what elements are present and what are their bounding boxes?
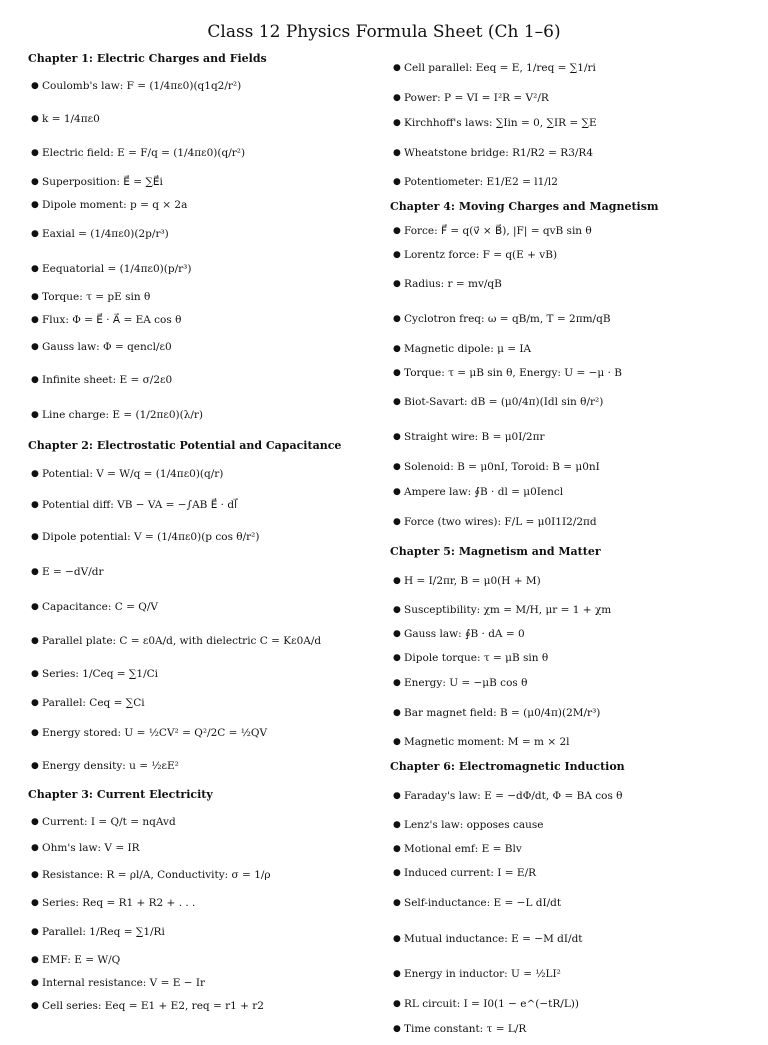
formula-item: ● Cyclotron freq: ω = qB/m, T = 2πm/qB: [393, 312, 611, 325]
formula-item: ● Magnetic moment: M = m × 2l: [393, 735, 570, 748]
formula-item: ● Energy density: u = ½εE²: [31, 759, 179, 772]
formula-item: ● Dipole moment: p = q × 2a: [31, 198, 188, 211]
formula-item: ● Series: 1/Ceq = ∑1/Ci: [31, 667, 159, 680]
formula-item: ● Potential: V = W/q = (1/4πε0)(q/r): [31, 467, 224, 480]
page-title: Class 12 Physics Formula Sheet (Ch 1–6): [207, 22, 561, 42]
formula-item: ● Parallel: 1/Req = ∑1/Ri: [31, 925, 165, 938]
formula-item: ● Biot-Savart: dB = (μ0/4π)(Idl sin θ/r²): [393, 395, 604, 408]
left-column: [28, 50, 380, 1021]
formula-item: ● Internal resistance: V = E − Ir: [31, 976, 206, 989]
formula-list: [28, 807, 380, 1017]
formula-item: ● Lenz's law: opposes cause: [393, 818, 544, 831]
formula-item: ● Bar magnet field: B = (μ0/4π)(2M/r³): [393, 706, 601, 719]
formula-item: ● Line charge: E = (1/2πε0)(λ/r): [31, 408, 204, 421]
formula-item: ● Parallel: Ceq = ∑Ci: [31, 696, 145, 709]
chapter-heading: Chapter 3: Current Electricity: [28, 788, 213, 801]
formula-item: ● Force (two wires): F/L = μ0I1I2/2πd: [393, 515, 597, 528]
formula-item: ● Energy: U = −μB cos θ: [393, 676, 528, 689]
formula-item: ● Eaxial = (1/4πε0)(2p/r³): [31, 227, 169, 240]
formula-item: ● Kirchhoff's laws: ∑Iin = 0, ∑IR = ∑E: [393, 116, 597, 129]
formula-item: ● Torque: τ = pE sin θ: [31, 291, 151, 303]
formula-item: ● Faraday's law: E = −dΦ/dt, Φ = BA cos θ: [393, 789, 623, 802]
formula-item: ● Electric field: E = F/q = (1/4πε0)(q/r²): [31, 146, 246, 159]
formula-item: ● Capacitance: C = Q/V: [31, 600, 158, 613]
formula-list: [390, 779, 750, 1041]
formula-item: ● Radius: r = mv/qB: [393, 277, 502, 290]
right-column: [390, 50, 750, 1045]
formula-item: ● Time constant: τ = L/R: [393, 1022, 527, 1035]
formula-item: ● Cell series: Eeq = E1 + E2, req = r1 + r2: [31, 999, 264, 1012]
formula-item: ● Coulomb's law: F = (1/4πε0)(q1q2/r²): [31, 80, 242, 92]
formula-list: [28, 458, 380, 782]
formula-item: ● Self-inductance: E = −L dI/dt: [393, 896, 562, 909]
formula-item: ● Infinite sheet: E = σ/2ε0: [31, 373, 173, 386]
formula-list: [390, 50, 750, 194]
chapter-heading: Chapter 1: Electric Charges and Fields: [28, 52, 267, 65]
formula-item: ● Energy stored: U = ½CV² = Q²/2C = ½QV: [31, 726, 268, 739]
formula-item: ● Flux: Φ = E⃗ · A⃗ = EA cos θ: [31, 314, 182, 326]
formula-item: ● Dipole potential: V = (1/4πε0)(p cos θ/r²): [31, 530, 260, 543]
chapter-heading: Chapter 5: Magnetism and Matter: [390, 545, 601, 558]
chapter-heading: Chapter 2: Electrostatic Potential and Capacitance: [28, 439, 342, 452]
formula-item: ● k = 1/4πε0: [31, 112, 100, 125]
formula-item: ● Dipole torque: τ = μB sin θ: [393, 651, 549, 664]
formula-item: ● Parallel plate: C = ε0A/d, with dielectric C = Kε0A/d: [31, 634, 322, 647]
formula-item: ● Wheatstone bridge: R1/R2 = R3/R4: [393, 146, 594, 159]
formula-item: ● Current: I = Q/t = nqAvd: [31, 815, 176, 828]
formula-item: ● Ampere law: ∮B · dl = μ0Iencl: [393, 485, 564, 498]
formula-item: ● Lorentz force: F = q(E + vB): [393, 248, 558, 261]
formula-item: ● Susceptibility: χm = M/H, μr = 1 + χm: [393, 603, 612, 616]
chapter-heading: Chapter 6: Electromagnetic Induction: [390, 760, 625, 773]
formula-item: ● Energy in inductor: U = ½LI²: [393, 967, 561, 980]
chapter-heading: Chapter 4: Moving Charges and Magnetism: [390, 200, 659, 213]
formula-list: [28, 71, 380, 433]
formula-item: ● EMF: E = W/Q: [31, 953, 121, 966]
formula-item: ● Force: F⃗ = q(v⃗ × B⃗), |F| = qvB sin θ: [393, 224, 592, 237]
formula-item: ● Cell parallel: Eeq = E, 1/req = ∑1/ri: [393, 61, 596, 74]
formula-item: ● Gauss law: ∮B · dA = 0: [393, 627, 525, 640]
formula-item: ● Series: Req = R1 + R2 + . . .: [31, 896, 196, 909]
formula-item: ● Magnetic dipole: μ = IA: [393, 342, 532, 355]
formula-list: [390, 564, 750, 754]
formula-item: ● Straight wire: B = μ0I/2πr: [393, 430, 545, 443]
formula-item: ● Motional emf: E = Blv: [393, 842, 522, 855]
formula-item: ● E = −dV/dr: [31, 565, 104, 578]
formula-item: ● Gauss law: Φ = qencl/ε0: [31, 341, 172, 353]
formula-list: [390, 219, 750, 539]
formula-item: ● Eequatorial = (1/4πε0)(p/r³): [31, 262, 192, 275]
formula-item: ● Mutual inductance: E = −M dI/dt: [393, 932, 583, 945]
formula-item: ● Torque: τ = μB sin θ, Energy: U = −μ · B: [393, 366, 622, 379]
formula-item: ● Power: P = VI = I²R = V²/R: [393, 91, 549, 104]
formula-item: ● Ohm's law: V = IR: [31, 841, 140, 854]
formula-item: ● H = I/2πr, B = μ0(H + M): [393, 574, 541, 587]
formula-item: ● Potential diff: VB − VA = −∫AB E⃗ · dl⃗: [31, 498, 237, 511]
formula-item: ● Superposition: E⃗ = ∑E⃗i: [31, 175, 163, 188]
formula-item: ● Induced current: I = E/R: [393, 866, 537, 879]
formula-item: ● RL circuit: I = I0(1 − e^(−tR/L)): [393, 997, 580, 1010]
formula-item: ● Solenoid: B = μ0nI, Toroid: B = μ0nI: [393, 460, 600, 473]
formula-item: ● Resistance: R = ρl/A, Conductivity: σ = 1/ρ: [31, 868, 271, 881]
formula-item: ● Potentiometer: E1/E2 = l1/l2: [393, 175, 558, 188]
